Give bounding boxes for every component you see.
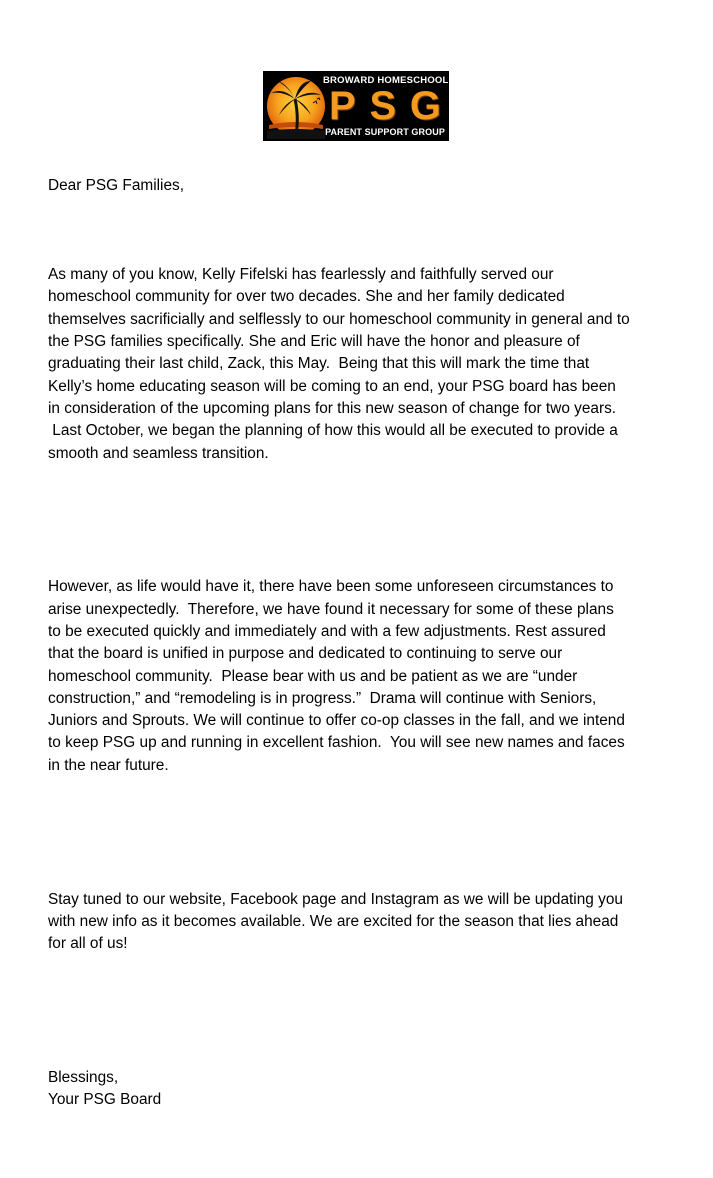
paragraph-line: As many of you know, Kelly Fifelski has fearlessly and faithfully served our bbox=[48, 266, 554, 284]
paragraph-line: homeschool community for over two decades. She and her family dedicated bbox=[48, 288, 565, 306]
logo-letter-s: S bbox=[369, 84, 397, 128]
logo-bottom-text: PARENT SUPPORT GROUP bbox=[325, 127, 445, 137]
paragraph-1 bbox=[48, 220, 678, 510]
greeting: Dear PSG Families, bbox=[48, 177, 184, 194]
paragraph-line: Last October, we began the planning of how this would all be executed to provide a bbox=[48, 422, 618, 440]
paragraph-line: to keep PSG up and running in excellent fashion. You will see new names and faces bbox=[48, 734, 625, 752]
paragraph-line: with new info as it becomes available. We are excited for the season that lies ahead bbox=[48, 912, 619, 930]
paragraph-2 bbox=[48, 532, 678, 822]
paragraph-line: Stay tuned to our website, Facebook page and Instagram as we will be updating you bbox=[48, 890, 623, 908]
paragraph-line: in the near future. bbox=[48, 756, 169, 774]
paragraph-line: arise unexpectedly. Therefore, we have found it necessary for some of these plans bbox=[48, 600, 614, 618]
paragraph-line: Juniors and Sprouts. We will continue to offer co-op classes in the fall, and we intend bbox=[48, 712, 625, 730]
signature: Your PSG Board bbox=[48, 1091, 162, 1109]
paragraph-line: in consideration of the upcoming plans for this new season of change for two years. bbox=[48, 399, 617, 417]
paragraph-line: the PSG families specifically. She and Eric will have the honor and pleasure of bbox=[48, 333, 580, 351]
sign-off bbox=[48, 1022, 678, 1156]
paragraph-line: graduating their last child, Zack, this May. Being that this will mark the time that bbox=[48, 355, 590, 373]
paragraph-line: smooth and seamless transition. bbox=[48, 444, 269, 462]
paragraph-line: for all of us! bbox=[48, 935, 128, 953]
paragraph-line: themselves sacrificially and selflessly to our homeschool community in general and to bbox=[48, 310, 630, 328]
paragraph-line: that the board is unified in purpose and dedicated to continuing to serve our bbox=[48, 645, 563, 663]
logo-letter-g: G bbox=[409, 84, 441, 128]
logo-letter-p: P bbox=[329, 84, 356, 128]
paragraph-line: Kelly’s home educating season will be coming to an end, your PSG board has been bbox=[48, 377, 616, 395]
paragraph-3 bbox=[48, 844, 678, 1000]
logo-psg-letters bbox=[329, 85, 441, 127]
paragraph-line: construction,” and “remodeling is in progress.” Drama will continue with Seniors, bbox=[48, 689, 597, 707]
palm-sunset-icon bbox=[265, 73, 327, 139]
paragraph-line: to be executed quickly and immediately and with a few adjustments. Rest assured bbox=[48, 622, 606, 640]
paragraph-line: homeschool community. Please bear with us and be patient as we are “under bbox=[48, 667, 578, 685]
closing: Blessings, bbox=[48, 1068, 119, 1086]
psg-logo bbox=[263, 71, 449, 141]
paragraph-line: However, as life would have it, there have been some unforeseen circumstances to bbox=[48, 578, 614, 596]
letter-body bbox=[48, 175, 678, 1178]
logo-top-text: BROWARD HOMESCHOOL bbox=[323, 75, 449, 86]
